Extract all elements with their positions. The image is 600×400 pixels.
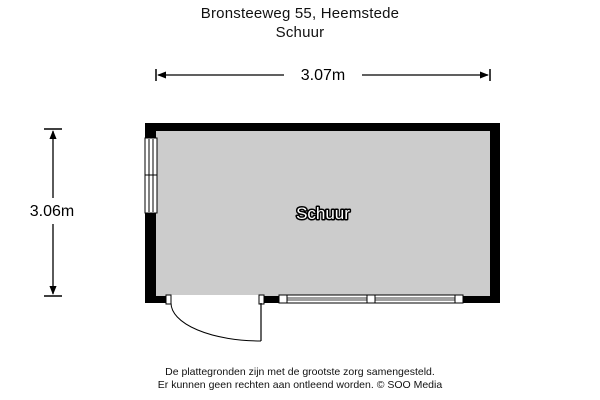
footer xyxy=(0,366,600,392)
room-label: Schuur xyxy=(296,204,350,223)
door-jamb-right xyxy=(259,295,264,304)
disclaimer-line-2: Er kunnen geen rechten aan ontleend worden. © SOO Media xyxy=(157,379,443,391)
door xyxy=(166,295,264,341)
width-dimension xyxy=(156,64,490,84)
address-title: Bronsteeweg 55, Heemstede xyxy=(200,5,400,22)
door-jamb-left xyxy=(166,295,171,304)
left-window xyxy=(145,138,157,213)
width-label: 3.07m xyxy=(300,67,346,84)
disclaimer-line-1: De plattegronden zijn met de grootste zorg samengesteld. xyxy=(165,366,435,378)
floor-subtitle: Schuur xyxy=(275,24,325,41)
bottom-window-post xyxy=(367,295,375,303)
bottom-window-post xyxy=(455,295,463,303)
depth-dimension xyxy=(30,129,74,296)
bottom-window xyxy=(279,295,463,303)
depth-label: 3.06m xyxy=(29,203,75,220)
bottom-window-post xyxy=(279,295,287,303)
door-swing-arc xyxy=(171,303,261,341)
door-opening xyxy=(166,295,264,304)
